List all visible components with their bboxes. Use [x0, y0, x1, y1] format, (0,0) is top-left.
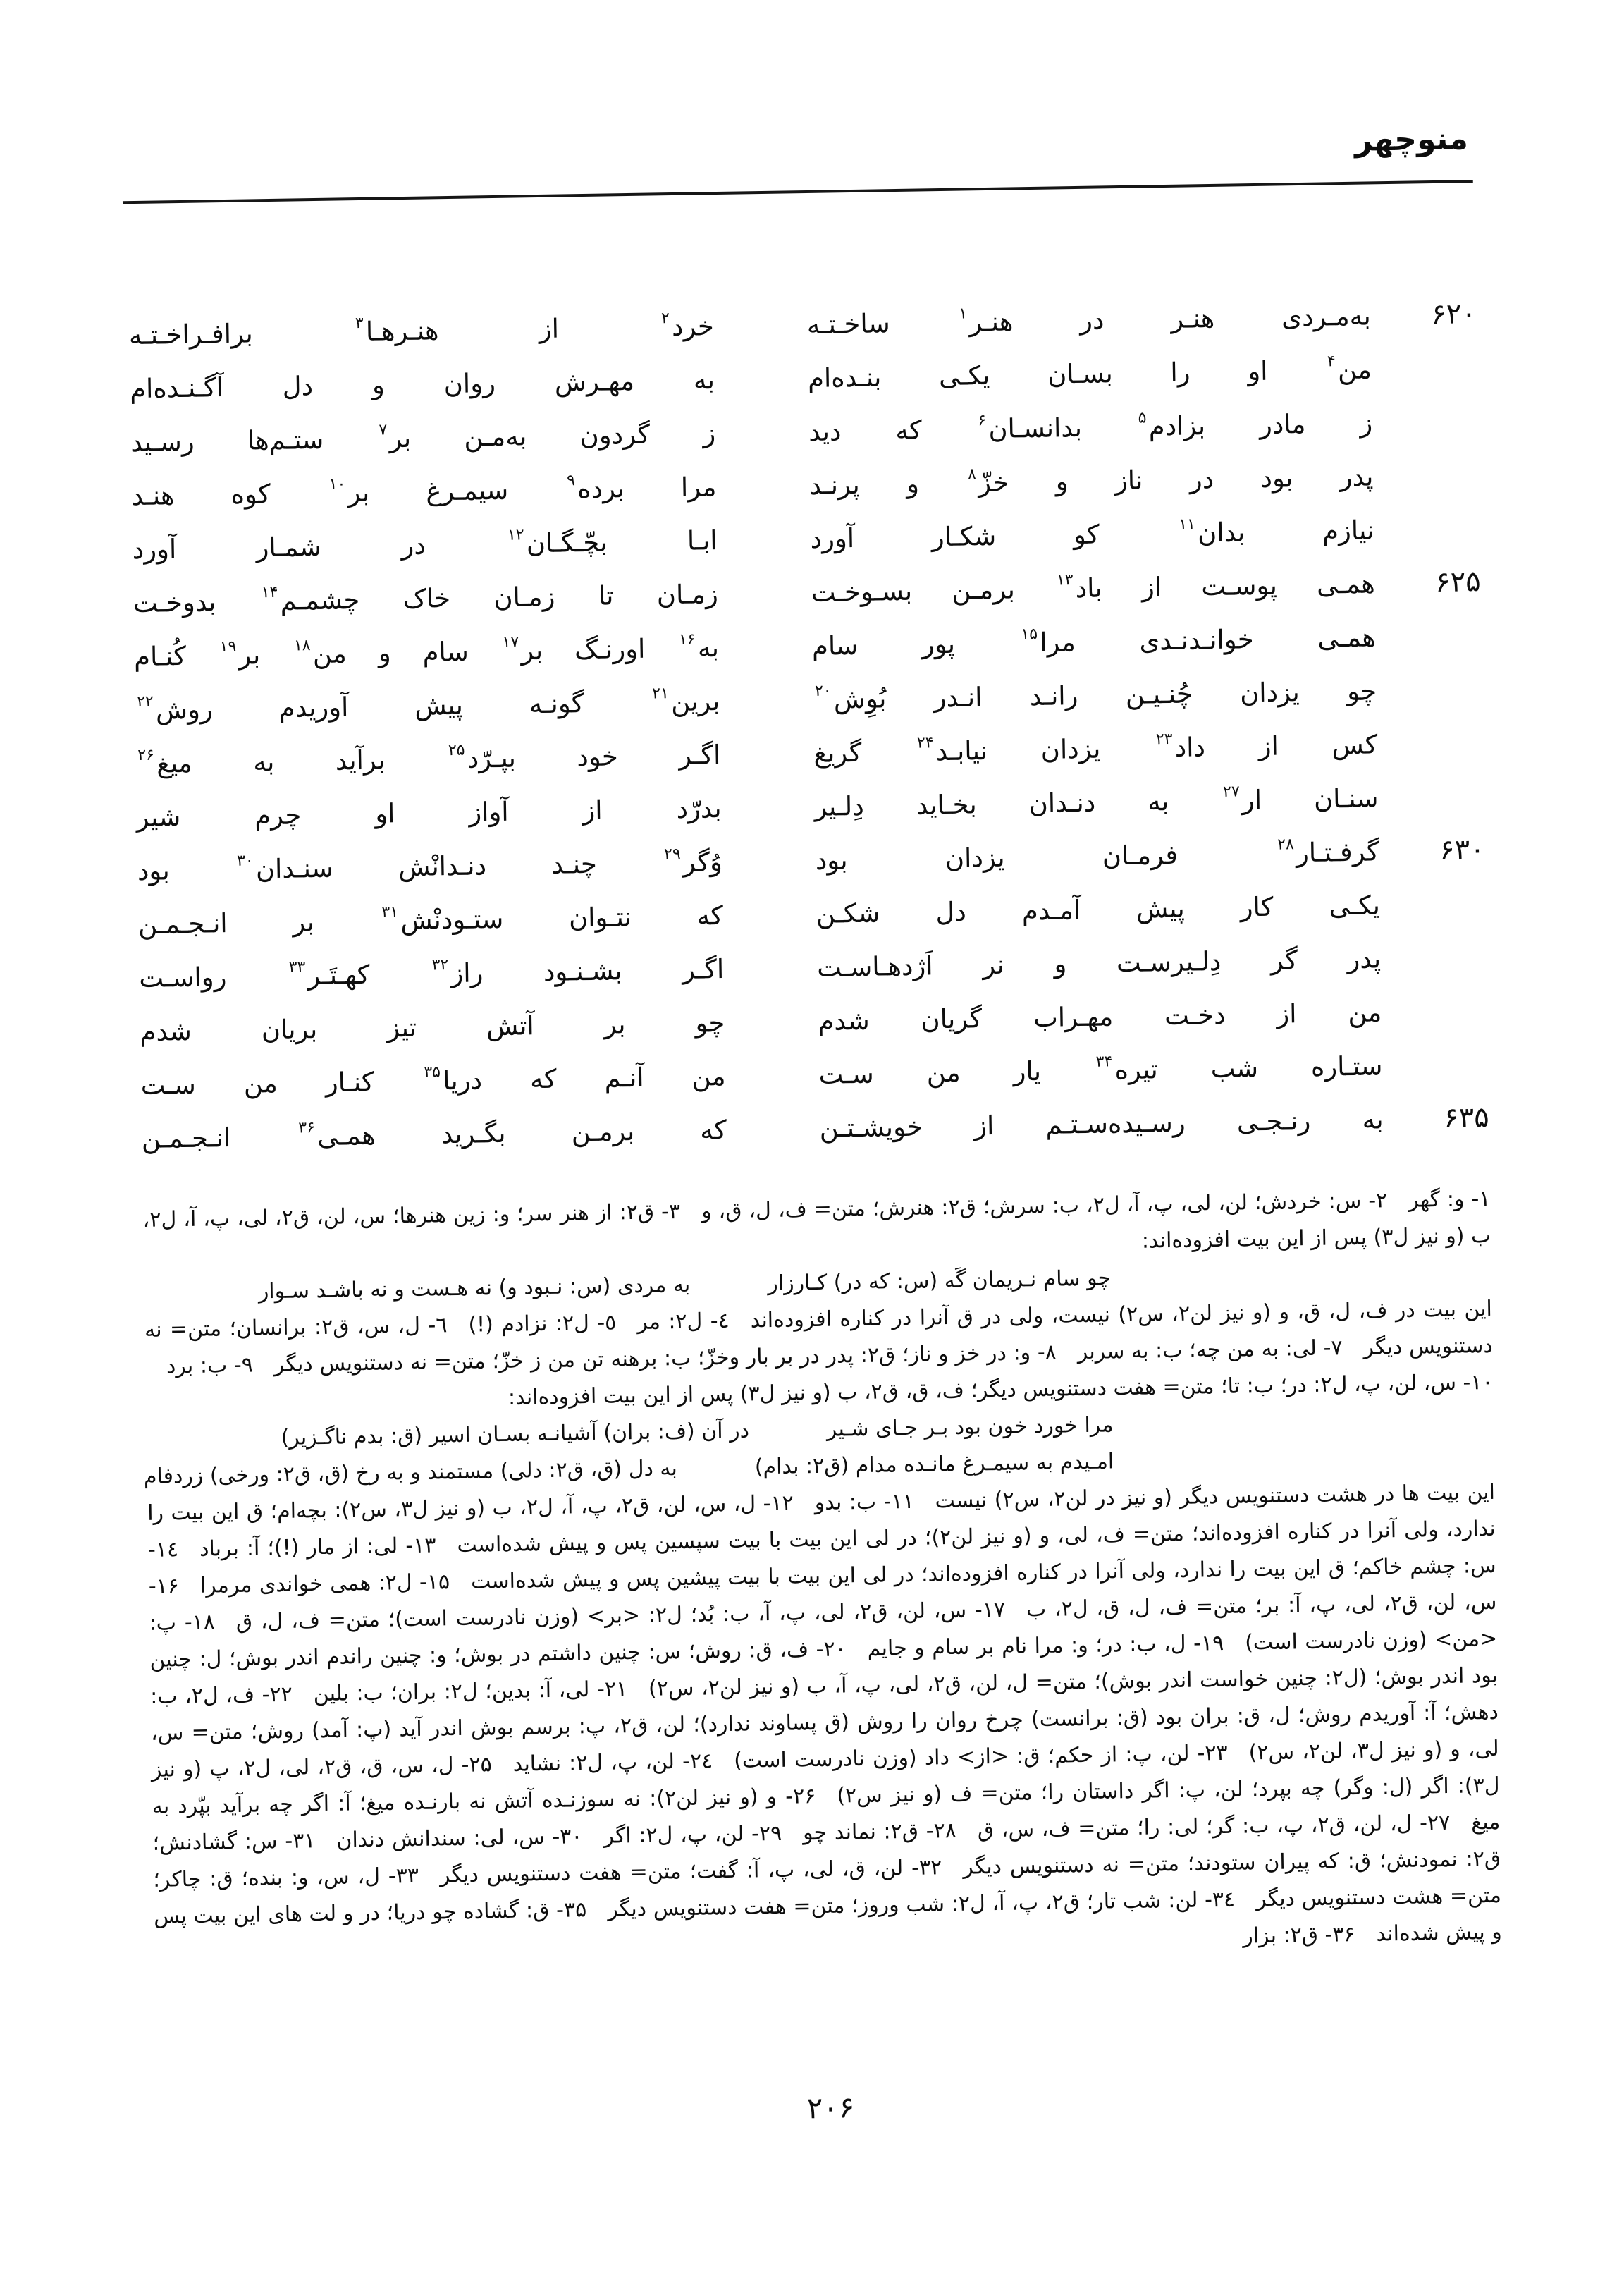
page-number: ۲۰۶ — [806, 2090, 855, 2126]
verse-number — [1381, 957, 1487, 958]
hemistich-first: همـی خوانـدنـدی مرا$^{۱۵}$ پور سام — [811, 621, 1377, 661]
hemistich-gap — [720, 753, 813, 754]
footnote-ref: ۴ — [1327, 352, 1336, 370]
footnote-ref: ۹ — [566, 471, 576, 489]
hemistich-gap — [715, 431, 808, 433]
hemistich-second: که برمـن بگـرید همـی$^{۳۶}$ انـجـمـن — [141, 1114, 727, 1154]
hemistich-gap — [725, 1021, 818, 1022]
hemistich-gap — [719, 646, 812, 647]
hemistich-gap — [718, 592, 811, 594]
footnote-ref: ۲۲ — [136, 692, 154, 711]
footnote-ref: ۱۵ — [1021, 625, 1038, 643]
verse-number: ۶۳۰ — [1439, 833, 1485, 867]
footnote-ref: ۲۸ — [1277, 835, 1294, 854]
hemistich-second: زمـان تا زمـان خاک چشمـم$^{۱۴}$ بدوخـت — [133, 578, 719, 618]
footnote-ref: ۳۲ — [431, 955, 449, 974]
footnote-ref: ۱۷ — [502, 632, 519, 651]
verse-number — [1374, 528, 1480, 529]
footnote-ref: ۸ — [967, 465, 977, 483]
hemistich-second: من آنـم که دریا$^{۳۵}$ کنـار من سـت — [140, 1060, 726, 1101]
verse-number — [1377, 742, 1483, 744]
verse-number — [1373, 474, 1479, 476]
hemistich-first: به رنـجـی رسـیده‌سـتـم از خویشـتـن — [819, 1103, 1384, 1144]
verse-number — [1382, 1010, 1487, 1012]
verse-number — [1377, 689, 1482, 690]
hemistich-first: نیازم بدان$^{۱۱}$ کو شکـار آورد — [810, 514, 1374, 554]
verse-number — [1372, 421, 1478, 422]
hemistich-second: اگـر خود بپـرّد$^{۲۵}$ برآید به میغ$^{۲۶}$ — [137, 739, 721, 779]
hemistich-gap — [718, 539, 811, 540]
verse-number — [1376, 635, 1482, 637]
footnotes-section — [142, 1181, 1502, 1972]
footnote-ref: ۳ — [355, 314, 364, 332]
hemistich-gap — [726, 1074, 819, 1076]
hemistich-second: برین$^{۲۱}$ گونـه پیش آوریدم روش$^{۲۲}$ — [136, 684, 720, 725]
footnote-ref: ۱۱ — [1179, 515, 1196, 534]
footnote-paragraph: این بیت در ف، ل، ق، و (و نیز لن۲، س۲) نیست، ولی در ق آنرا در کناره افزوده‌اند ٤- ل۲: مر ٥- ل۲: نزادم (!) ٦- ل، س، ق۲: برانسان؛ متن= نه دستنویس دیگر ۷- لی: به من چه؛ ب: به سربر ۸- و: در خز و ناز؛ ق۲: پدر در بر بار وخزّ؛ ب: برهنه تن من ز خزّ؛ متن= نه دستنویس دیگر ۹- ب: برد ۱۰- س، لن، پ، ل۲: در؛ ب: تا؛ متن= هفت دستنویس دیگر؛ ف، ق، ق۲، ب (و نیز ل۳) پس از این بیت افزوده‌اند: — [144, 1296, 1494, 1410]
running-title: منوچهر — [1354, 121, 1469, 159]
hemistich-gap — [722, 860, 816, 862]
hemistich-first: به‌مـردی هنـر در هنـر$^۱$ ساخـتـه — [806, 300, 1372, 340]
hemistich-gap — [720, 699, 813, 701]
footnote-ref: ۳۱ — [381, 902, 399, 921]
verse-number — [1382, 1064, 1488, 1065]
footnote-ref: ۲۰ — [814, 682, 832, 700]
poem — [128, 287, 1489, 1165]
hemistich-second: وُگر$^{۲۹}$ چنـد دنـدانْش سنـدان$^{۳۰}$ بود — [137, 845, 723, 886]
verse-number — [1372, 367, 1477, 369]
footnote-verse-hemistich-second: به مردی (س: نـبود و) نه هـست و نه باشـد سـوار — [258, 1272, 691, 1304]
verse-number: ۶۳۵ — [1443, 1101, 1489, 1134]
hemistich-first: یکـی کار پیش آمـدم دل شکـن — [816, 889, 1381, 929]
hemistich-first: همـی پوسـت از باد$^{۱۳}$ برمـن بسـوخـت — [811, 568, 1376, 608]
footnote-verse-hemistich-first: مرا خورد خون بود بـر جـای شـیر — [826, 1412, 1114, 1442]
hemistich-gap — [724, 967, 817, 969]
footnote-verse-hemistich-second: به دل (ق، ق۲: دلی) مستمند و به رخ (ق، ق۲: ورخی) زردفام — [143, 1456, 678, 1489]
hemistich-gap — [722, 807, 815, 808]
footnote-ref: ۱۳ — [1056, 570, 1074, 589]
hemistich-first: من$^۴$ او را بسـان یکـی بنـده‌ام — [807, 352, 1372, 393]
hemistich-first: من از دخـت مهـراب گریان شدم — [817, 996, 1382, 1036]
hemistich-first: پدر بود در ناز و خزّ$^۸$ و پرنـد — [809, 460, 1374, 501]
footnote-ref: ۳۳ — [288, 957, 306, 976]
footnote-ref: ۳۶ — [298, 1118, 316, 1137]
footnote-ref: ۲ — [660, 309, 670, 327]
hemistich-second: چو بر آتش تیز بریان شدم — [140, 1007, 725, 1047]
footnote-verse-hemistich-second: در آن (ف: بران) آشیانـه بسـان اسیر (ق: بدم ناگـزیر) — [281, 1418, 750, 1450]
footnote-ref: ۲۳ — [1155, 730, 1173, 748]
hemistich-second: به مهـرش روان و دل آگـنـده‌ام — [129, 364, 715, 404]
footnote-ref: ۲۹ — [663, 845, 681, 863]
verse-number: ۶۲۵ — [1434, 565, 1482, 599]
hemistich-first: چو یزدان چُنـیـن رانـد انـدر بُوِش$^{۲۰}$ — [814, 675, 1377, 714]
hemistich-second: اگـر بشـنـود راز$^{۳۲}$ کهـتَـر$^{۳۳}$ رواسـت — [138, 953, 725, 993]
verse-number — [1378, 796, 1484, 797]
footnote-ref: ۲۱ — [651, 684, 670, 703]
footnote-ref: ۷ — [379, 420, 388, 439]
footnote-ref: ۱ — [959, 304, 968, 323]
verse-number: ۶۲۰ — [1430, 298, 1477, 331]
hemistich-second: مرا برده$^۹$ سیمـرغ بر$^{۱۰}$ کوه هنـد — [131, 471, 717, 511]
footnote-paragraph: ۱- و: گهر ۲- س: خردش؛ لن، لی، پ، آ، ل۲، ب: سرش؛ ق۲: هنرش؛ متن= ف، ل، ق، و ۳- ق۲: از هنر سر؛ و: زین هنرها؛ س، لن، ق۲، لی، پ، آ، ل۲، ب (و نیز ل۳) پس از این بیت افزوده‌اند: — [142, 1186, 1491, 1254]
hemistich-first: ستـاره شب تیره$^{۳۴}$ یار من سـت — [818, 1050, 1383, 1090]
hemistich-first: کس از داد$^{۲۳}$ یزدان نیابـد$^{۲۴}$ گریغ — [813, 728, 1378, 769]
footnote-ref: ۱۰ — [328, 474, 346, 494]
hemistich-first: سنـان ار$^{۲۷}$ به دنـدان بخـاید دِلـیر — [814, 782, 1379, 822]
hemistich-second: که نتـوان ستـودنْش$^{۳۱}$ بر انـجـمـن — [137, 900, 724, 940]
footnote-ref: ۱۹ — [219, 637, 237, 656]
hemistich-second: بدرّد از آواز او چرم شیر — [136, 792, 722, 833]
hemistich-gap — [714, 324, 807, 326]
footnote-ref: ۳۴ — [1095, 1052, 1113, 1071]
hemistich-second: به$^{۱۶}$ اورنـگ بر$^{۱۷}$ سام و من$^{۱۸}$ بر$^{۱۹}$ کُنـام — [133, 630, 720, 672]
footnote-ref: ۵ — [1138, 408, 1147, 427]
hemistich-gap — [723, 914, 816, 915]
hemistich-second: خرد$^۲$ از هنـرهـا$^۳$ برافـراخـتـه — [128, 309, 715, 350]
header-rule — [123, 180, 1473, 204]
hemistich-second: ز گردون به‌مـن بر$^۷$ ستـم‌ها رسـید — [130, 417, 716, 458]
hemistich-first: گرفـتـار$^{۲۸}$ فرمـان یزدان بود — [815, 835, 1379, 876]
hemistich-second: ابـا بچّـگـان$^{۱۲}$ در شمـار آورد — [132, 525, 718, 565]
footnote-ref: ۶ — [978, 411, 987, 429]
footnote-ref: ۱۴ — [261, 583, 278, 601]
footnote-ref: ۱۲ — [507, 525, 524, 544]
footnote-ref: ۲۵ — [448, 741, 465, 759]
hemistich-gap — [716, 485, 809, 486]
footnote-ref: ۱۸ — [293, 636, 311, 654]
hemistich-gap — [727, 1128, 820, 1129]
footnote-verse-hemistich-first: امـیدم به سیمـرغ مانـده مدام (ق۲: بدام) — [754, 1449, 1114, 1480]
hemistich-first: ز مادر بزادم$^۵$ بدانسـان$^۶$ که دید — [808, 407, 1373, 447]
hemistich-first: پدر گر دِلـیرسـت و نر اَژدهـاسـت — [816, 943, 1382, 983]
footnote-verse-hemistich-first: چو سام نـریمان گَه (س: که در) کـارزار — [767, 1266, 1112, 1297]
footnote-ref: ۳۵ — [424, 1063, 441, 1082]
footnote-ref: ۲۴ — [916, 733, 934, 752]
footnote-ref: ۳۰ — [236, 851, 254, 870]
footnote-paragraph: این بیت ها در هشت دستنویس دیگر (و نیز در لن۲، س۲) نیست ۱۱- ب: بدو ۱۲- ل، س، لن، ق۲، پ، آ، ل۲، ب (و نیز ل۳، س۲): بچه‌ام؛ ق این بیت را ندارد، ولی آنرا در کناره افزوده‌اند؛ متن= ف، لی، و (و نیز لن۲)؛ در لی این بیت با بیت سپسین پس و پیش شده‌است ۱۳- لی: از مار (!)؛ آ: برباد ١٤- س: چشم خاکم؛ ق این بیت را ندارد، ولی آنرا در کناره افزوده‌اند؛ در لی این بیت با بیت پیشین پس و پیش شده‌است ۱۵- ل۲: همی خواندی مرمرا ۱۶- س، لن، ق۲، لی، پ، آ: بر؛ متن= ف، ل، ق، ل۲، ب ۱۷- س، لن، ق۲، لی، پ، آ، ب: بُد؛ ل۲: <بر> (وزن نادرست است)؛ متن= ف، ل، ق ۱۸- پ: <من> (وزن نادرست است) ۱۹- ل، ب: در؛ و: مرا نام بر سام و جایم ۲۰- ف، ق: روش؛ س: چنین داشتم در بوش؛ و: چنین راندم اندر بوش؛ ل: چنین بود اندر بوش؛ (ل۲: چنین خواست اندر بوش)؛ متن= ل، لن، ق۲، لی، پ، آ، ب (و نیز لن۲، س۲) ۲۱- لی، آ: بدین؛ ل۲: بران؛ ب: بلین ۲۲- ف، ل۲، ب: دهش؛ آ: آوریدم روش؛ ل، ق: بران بود (ق: برانست) چرخ روان را روش (ق پساوند ندارد)؛ لن، ق۲، پ: برسم بوش اندر آید (پ: آمد) روش؛ متن= س، لی، و (و نیز ل۳، لن۲، س۲) ۲۳- لن، پ: از حکم؛ ق: <از> داد (وزن نادرست است) ٢٤- لن، پ، ل۲: نشاید ۲۵- ل، س، ق، ق۲، لی، ل۲، پ (و نیز ل۳): اگر (ل: وگر) چه بپرد؛ لن، پ: اگر داستان را؛ متن= ف (و نیز س۲) ۲۶- و (و نیز لن۲): نه سوزنـده آتش نه بارنـده میغ؛ آ: اگر چه برآید بپّرد به میغ ۲۷- ل، لن، ق۲، پ، ب: گر؛ لی: را؛ متن= ف، س، ق ۲۸- ق۲: نماند چو ۲۹- لن، پ، ل۲: اگر ۳۰- س، لی: سندانش دندان ۳۱- س: گشادنش؛ ق۲: نمودنش؛ ق: که پیران ستودند؛ متن= نه دستنویس دیگر ۳۲- لن، ق، لی، پ، آ: گفت؛ متن= هفت دستنویس دیگر ۳۳- ل، س، و: بنده؛ ق: چاکر؛ متن= هشت دستنویس دیگر ٣٤- لن: شب تار؛ ق۲، پ، آ، ل۲: شب وروز؛ متن= هفت دستنویس دیگر ۳۵- ق: گشاده چو دریا؛ در و لت های این بیت پس و پیش شده‌اند ۳۶- ق۲: بزار — [147, 1479, 1503, 1949]
footnote-ref: ۲۶ — [137, 746, 155, 764]
verse-number — [1380, 903, 1486, 905]
hemistich-gap — [715, 378, 808, 379]
footnote-ref: ۱۶ — [678, 630, 696, 649]
footnote-ref: ۲۷ — [1222, 782, 1240, 801]
